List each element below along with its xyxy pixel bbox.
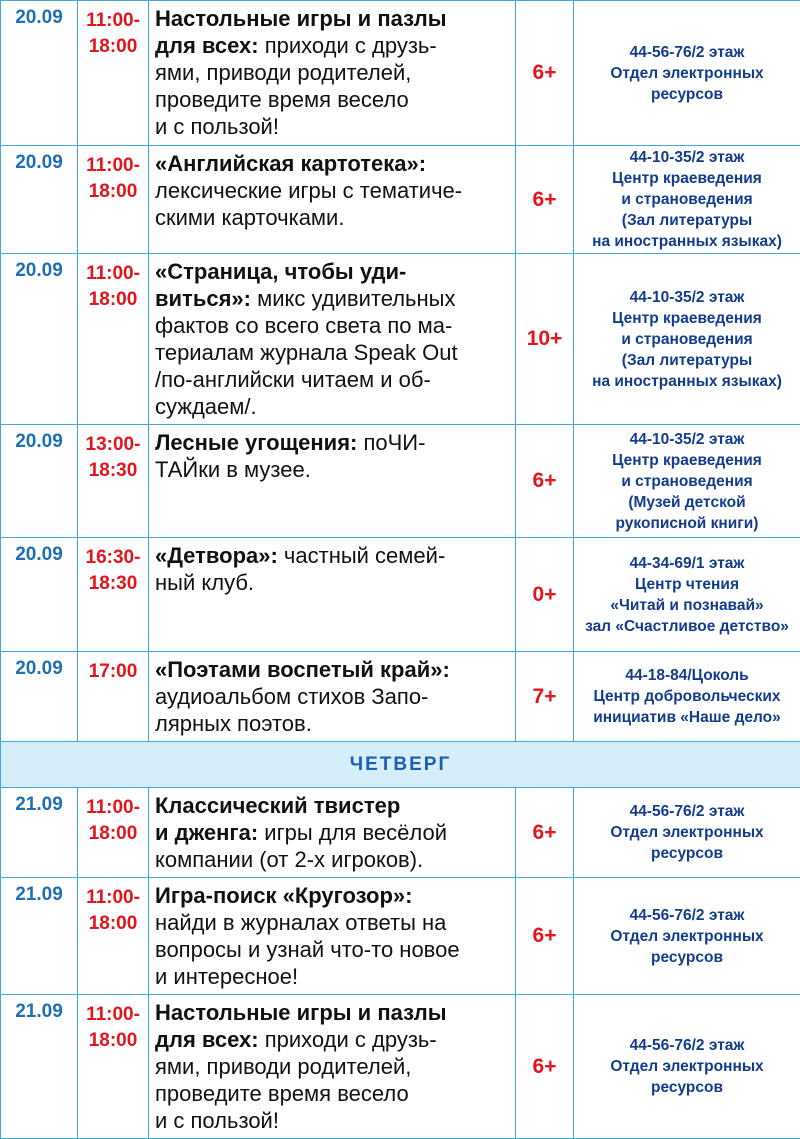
age-rating: 6+ [516,146,574,254]
event-date: 20.09 [1,146,78,254]
event-location: 44-10-35/2 этаж Центр краеведения и страноведения (Зал литературы на иностранных языках) [574,254,800,425]
event-title: Лесные угощения: [155,430,357,455]
event-title: Настольные игры и пазлы для всех: [155,1000,447,1052]
event-text: найди в журналах ответы на вопросы и узнай что-то новое и интересное! [155,910,460,989]
event-title: «Страница, чтобы уди- виться»: [155,259,406,311]
event-description [149,425,516,538]
event-title: «Детвора»: [155,543,278,568]
event-location: 44-34-69/1 этаж Центр чтения «Читай и познавай» зал «Счастливое детство» [574,538,800,652]
event-location: 44-56-76/2 этаж Отдел электронных ресурсов [574,1,800,146]
event-time-end: 18:30 [78,571,148,597]
day-header: ЧЕТВЕРГ [1,742,800,788]
event-text: частный семей- ный клуб. [155,543,445,595]
event-time-end: 18:30 [78,458,148,484]
event-description [149,878,516,995]
event-time [78,878,149,995]
event-title: «Английская картотека»: [155,151,426,176]
age-rating: 6+ [516,425,574,538]
age-rating: 6+ [516,788,574,878]
event-time [78,254,149,425]
event-title: «Поэтами воспетый край»: [155,657,450,682]
event-description [149,995,516,1139]
event-description [149,146,516,254]
event-time-start: 11:00- [78,153,148,179]
event-row [1,995,800,1139]
event-date: 21.09 [1,788,78,878]
age-rating: 6+ [516,995,574,1139]
age-rating: 6+ [516,1,574,146]
event-description [149,652,516,742]
event-time-end: 18:00 [78,821,148,847]
event-time-start: 11:00- [78,885,148,911]
event-time-start: 11:00- [78,795,148,821]
event-time-end: 18:00 [78,34,148,60]
event-time [78,146,149,254]
event-description [149,254,516,425]
event-time-end: 18:00 [78,179,148,205]
event-location: 44-10-35/2 этаж Центр краеведения и страноведения (Музей детской рукописной книги) [574,425,800,538]
event-title: Игра-поиск «Кругозор»: [155,883,412,908]
event-time-end: 18:00 [78,287,148,313]
event-row [1,538,800,652]
event-location: 44-56-76/2 этаж Отдел электронных ресурсов [574,878,800,995]
event-date: 20.09 [1,1,78,146]
event-location: 44-10-35/2 этаж Центр краеведения и страноведения (Зал литературы на иностранных языках) [574,146,800,254]
event-time-end: 18:00 [78,1028,148,1054]
event-text: лексические игры с тематиче- скими карточками. [155,178,462,230]
event-row [1,878,800,995]
event-date: 20.09 [1,425,78,538]
age-rating: 6+ [516,878,574,995]
event-description [149,1,516,146]
event-row [1,254,800,425]
age-rating: 7+ [516,652,574,742]
event-title: Настольные игры и пазлы для всех: [155,6,447,58]
event-time [78,538,149,652]
event-time [78,1,149,146]
event-description [149,788,516,878]
event-time [78,995,149,1139]
event-text: приходи с друзь- ями, приводи родителей, проведите время весело и с пользой! [155,1027,437,1133]
event-row [1,788,800,878]
event-time [78,425,149,538]
age-rating: 0+ [516,538,574,652]
event-time-start: 11:00- [78,261,148,287]
event-text: игры для весёлой компании (от 2-х игроков). [155,820,447,872]
event-row [1,146,800,254]
event-date: 21.09 [1,878,78,995]
event-date: 20.09 [1,652,78,742]
event-date: 20.09 [1,254,78,425]
event-title: Классический твистер и дженга: [155,793,400,845]
event-row [1,425,800,538]
event-row [1,652,800,742]
age-rating: 10+ [516,254,574,425]
event-location: 44-56-76/2 этаж Отдел электронных ресурсов [574,788,800,878]
event-location: 44-56-76/2 этаж Отдел электронных ресурсов [574,995,800,1139]
event-text: приходи с друзь- ями, приводи родителей, проведите время весело и с пользой! [155,33,437,139]
event-text: аудиоальбом стихов Запо- лярных поэтов. [155,684,428,736]
event-time-start: 17:00 [78,659,148,685]
event-time-end: 18:00 [78,911,148,937]
event-row [1,1,800,146]
event-date: 21.09 [1,995,78,1139]
event-location: 44-18-84/Цоколь Центр добровольческих инициатив «Наше дело» [574,652,800,742]
event-time-start: 11:00- [78,1002,148,1028]
event-time [78,652,149,742]
event-text: микс удивительных фактов со всего света по ма- териалам журнала Speak Out /по-английски читаем и об- суждаем/. [155,286,458,419]
event-date: 20.09 [1,538,78,652]
event-time-start: 13:00- [78,432,148,458]
event-description [149,538,516,652]
event-text: поЧИ- ТАЙки в музее. [155,430,425,482]
day-header-row [1,742,800,788]
event-time-start: 16:30- [78,545,148,571]
event-time-start: 11:00- [78,8,148,34]
event-time [78,788,149,878]
